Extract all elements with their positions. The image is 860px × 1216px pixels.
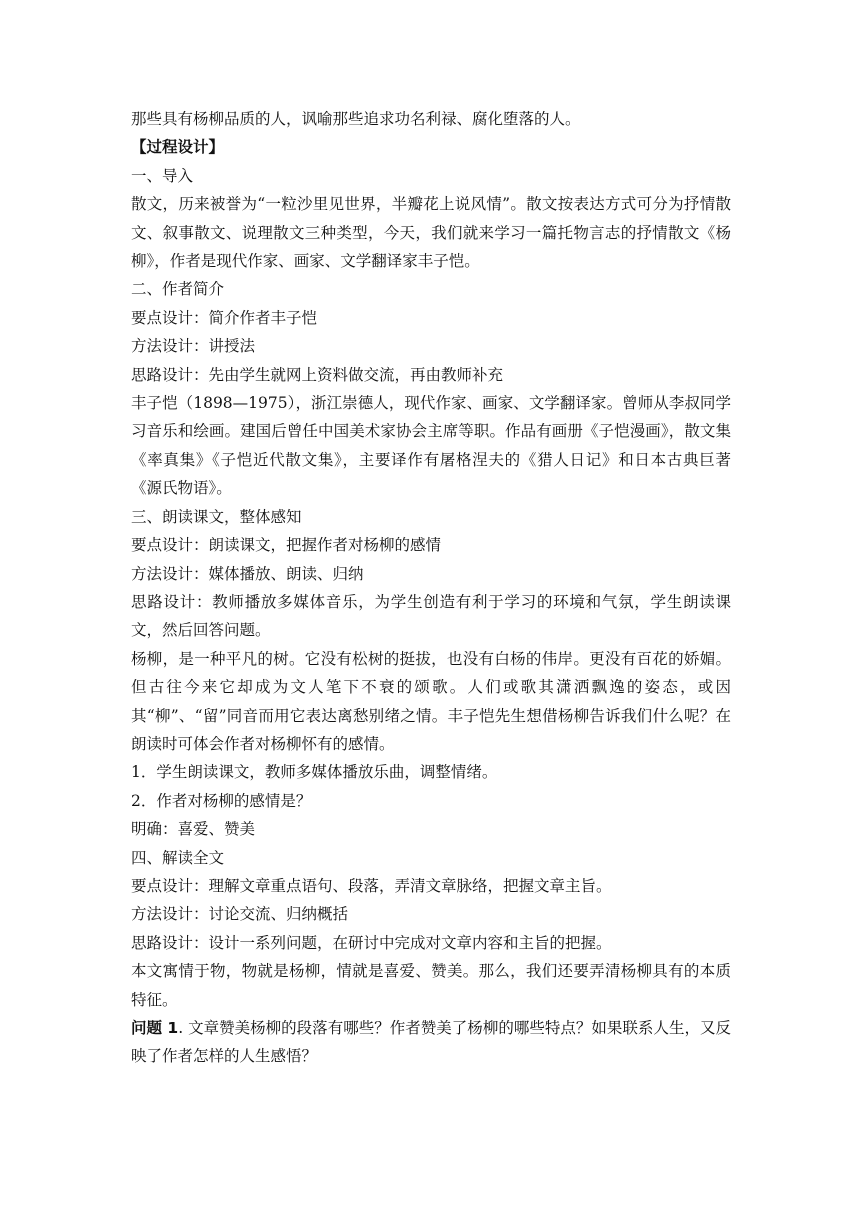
list-item: 2．作者对杨柳的感情是？ bbox=[131, 791, 312, 810]
question-label: 问题 1 bbox=[131, 1019, 179, 1037]
paragraph: 思路设计：教师播放多媒体音乐，为学生创造有利于学习的环境和气氛，学生朗读课文，然后回答问题。 bbox=[131, 592, 731, 640]
paragraph: 方法设计：媒体播放、朗读、归纳 bbox=[131, 564, 364, 583]
section-heading-reading: 三、朗读课文，整体感知 bbox=[131, 507, 302, 526]
paragraph: 明确：喜爱、赞美 bbox=[131, 820, 256, 839]
paragraph: 要点设计：简介作者丰子恺 bbox=[131, 308, 318, 327]
paragraph: 本文寓情于物，物就是杨柳，情就是喜爱、赞美。那么，我们还要弄清杨柳具有的本质特征。 bbox=[131, 962, 731, 1009]
question-paragraph bbox=[131, 1014, 731, 1071]
section-heading-intro: 一、导入 bbox=[131, 166, 194, 185]
paragraph: 思路设计：先由学生就网上资料做交流，再由教师补充 bbox=[131, 365, 504, 384]
list-item: 1．学生朗读课文，教师多媒体播放乐曲，调整情绪。 bbox=[131, 763, 498, 782]
paragraph: 那些具有杨柳品质的人，讽喻那些追求功名利禄、腐化堕落的人。 bbox=[131, 110, 581, 128]
paragraph: 要点设计：理解文章重点语句、段落，弄清文章脉络，把握文章主旨。 bbox=[131, 876, 612, 895]
paragraph: 方法设计：讨论交流、归纳概括 bbox=[131, 905, 349, 924]
section-heading-author: 二、作者简介 bbox=[131, 280, 225, 299]
paragraph: 丰子恺（1898—1975），浙江崇德人，现代作家、画家、文学翻译家。曾师从李叔同学习音乐和绘画。建国后曾任中国美术家协会主席等职。作品有画册《子恺漫画》，散文集《率真集》《子恺近代散文集》，主要译作有屠格涅夫的《猎人日记》和日本古典巨著《源氏物语》。 bbox=[131, 394, 731, 498]
section-heading-full-text: 四、解读全文 bbox=[131, 848, 225, 867]
paragraph: 散文，历来被誉为“一粒沙里见世界，半瓣花上说风情”。散文按表达方式可分为抒情散文、叙事散文、说理散文三种类型，今天，我们就来学习一篇托物言志的抒情散文《杨柳》，作者是现代作家、画家、文学翻译家丰子恺。 bbox=[131, 195, 731, 271]
paragraph: 要点设计：朗读课文，把握作者对杨柳的感情 bbox=[131, 536, 442, 555]
section-heading-process-design: 【过程设计】 bbox=[131, 138, 225, 157]
document-body bbox=[131, 105, 731, 1071]
question-text: . 文章赞美杨柳的段落有哪些？作者赞美了杨柳的哪些特点？如果联系人生，又反映了作者怎样的人生感悟？ bbox=[131, 1019, 731, 1066]
paragraph: 方法设计：讲授法 bbox=[131, 337, 256, 356]
paragraph: 杨柳，是一种平凡的树。它没有松树的挺拔，也没有白杨的伟岸。更没有百花的娇媚。但古往今来它却成为文人笔下不衰的颂歌。人们或歌其潇洒飘逸的姿态，或因其“柳”、“留”同音而用它表达离愁别绪之情。丰子恺先生想借杨柳告诉我们什么呢？在朗读时可体会作者对杨柳怀有的感情。 bbox=[131, 649, 731, 753]
paragraph: 思路设计：设计一系列问题，在研讨中完成对文章内容和主旨的把握。 bbox=[131, 933, 612, 952]
